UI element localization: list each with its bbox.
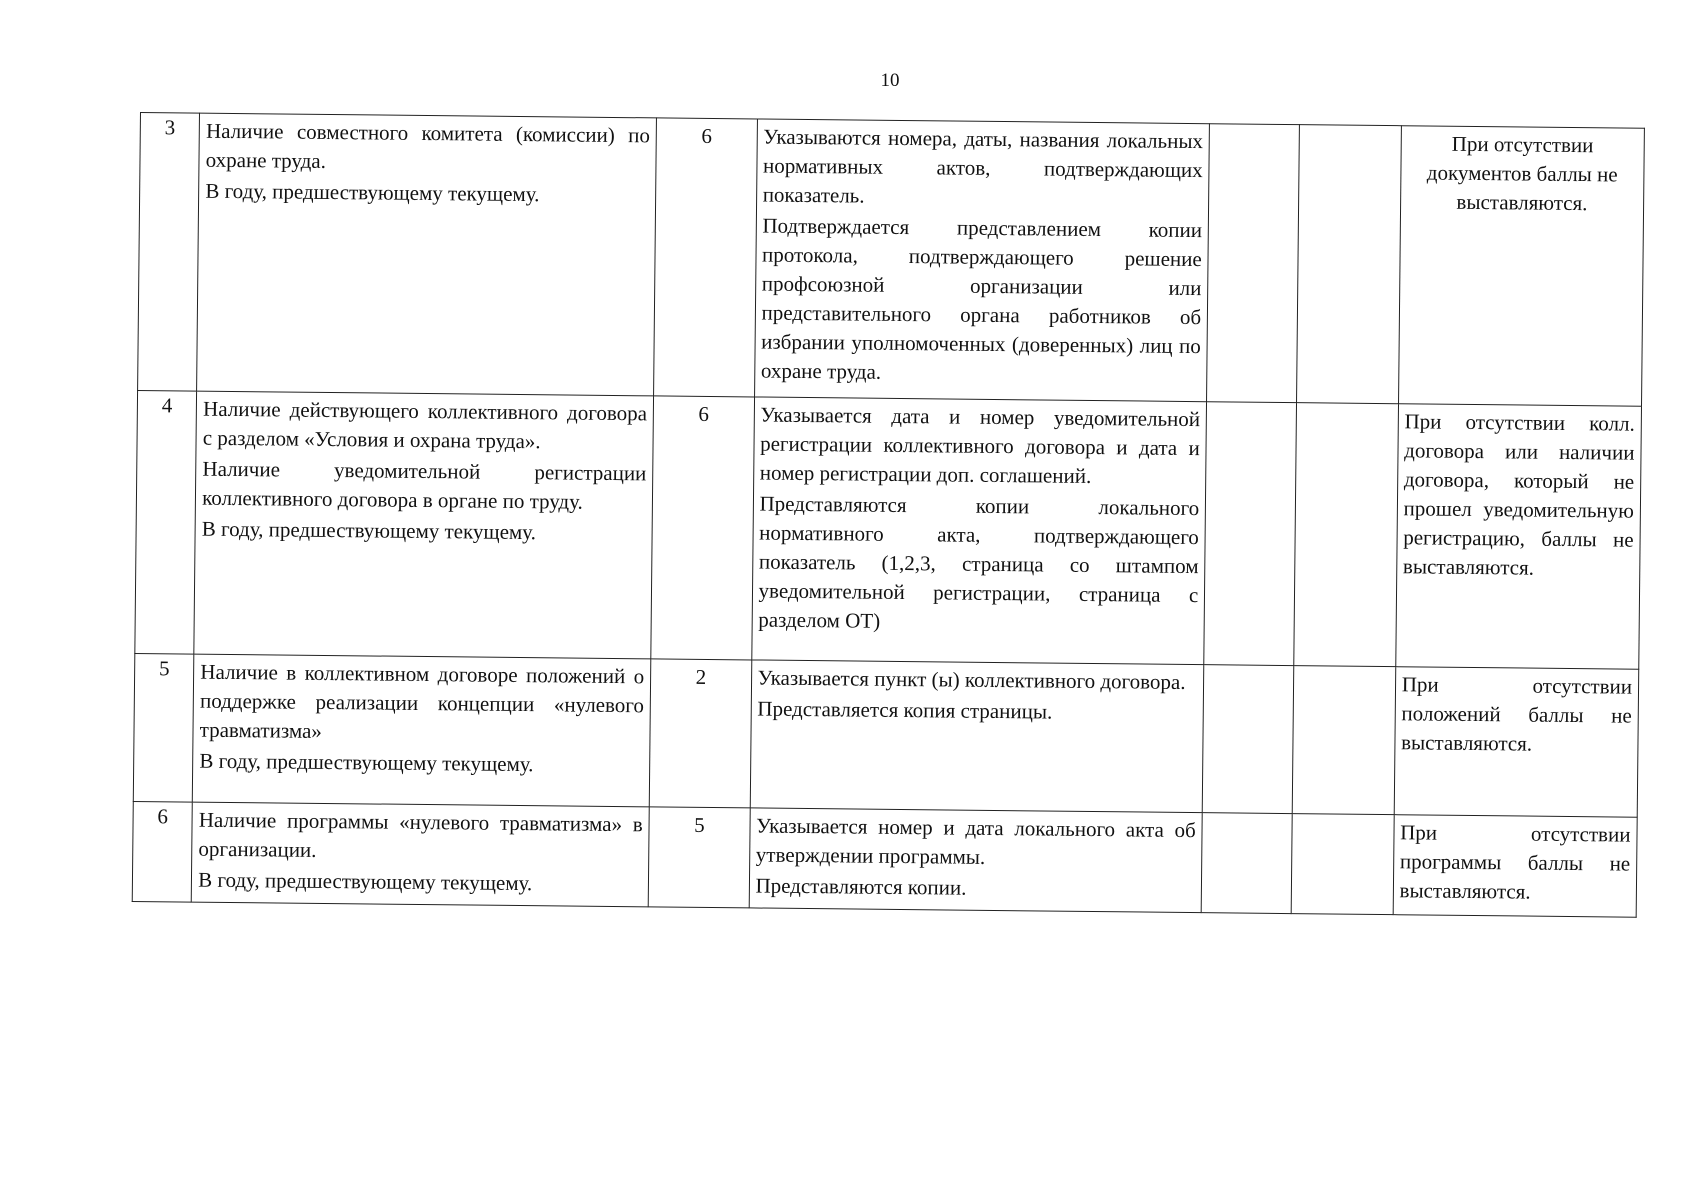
criterion-text: Наличие совместного комитета (комиссии) по охране труда.: [205, 118, 651, 173]
empty-cell: [1202, 665, 1293, 814]
note-cell: При отсутствии программы баллы не выставляются.: [1393, 815, 1637, 918]
row-number: 5: [133, 653, 194, 802]
confirmation-text: Указывается пункт (ы) коллективного договора.: [757, 665, 1186, 694]
table-row: [135, 390, 1642, 669]
score-cell: 6: [651, 396, 754, 660]
row-number: 4: [135, 390, 197, 654]
criterion-cell: [194, 391, 654, 659]
criterion-period: В году, предшествующему текущему.: [199, 748, 534, 777]
empty-cell: [1294, 403, 1398, 667]
criteria-table: [132, 112, 1645, 918]
score-cell: 2: [649, 659, 751, 808]
criterion-period: В году, предшествующему текущему.: [198, 867, 533, 896]
confirmation-cell: [751, 397, 1206, 665]
page-number: 10: [880, 70, 900, 91]
criterion-cell: [192, 654, 650, 807]
confirmation-cell: [750, 660, 1204, 813]
empty-cell: [1207, 124, 1300, 403]
confirmation-text: Указывается номер и дата локального акта об утверждении программы.: [755, 813, 1196, 869]
empty-cell: [1291, 814, 1394, 915]
criterion-period: В году, предшествующему текущему.: [201, 516, 537, 545]
criterion-cell: [197, 113, 657, 396]
criterion-text: Наличие программы «нулевого травматизма» в организации.: [198, 807, 643, 862]
criterion-text: Наличие действующего коллективного договора с разделом «Условия и охрана труда».: [202, 396, 648, 454]
row-number: 6: [132, 801, 192, 902]
score-cell: 5: [648, 807, 750, 908]
criterion-text: Наличие в коллективном договоре положений о поддержке реализации концепции «нулевого травматизма»: [199, 659, 645, 743]
confirmation-text: Указываются номера, даты, названия локальных нормативных актов, подтверждающих показатель.: [762, 124, 1204, 208]
confirmation-cell: [754, 119, 1210, 402]
score-cell: 6: [654, 118, 757, 397]
confirmation-cell: [749, 808, 1203, 913]
row-number: 3: [138, 113, 200, 392]
table-row: [138, 113, 1645, 407]
criterion-cell: [191, 802, 649, 907]
confirmation-text: Подтверждается представлением копии протокола, подтверждающего решение профсоюзной организации или представительного органа работников об избрании уполномоченных (доверенных) лиц по охране труда.: [760, 213, 1203, 384]
confirmation-text: Представляются копии локального нормативного акта, подтверждающего показатель (1,2,3, страница со штампом уведомительной регистрации, страница с разделом ОТ): [758, 491, 1200, 633]
empty-cell: [1292, 666, 1395, 815]
table-row: [132, 801, 1637, 917]
criterion-text: Наличие уведомительной регистрации коллективного договора в органе по труду.: [202, 456, 647, 514]
empty-cell: [1297, 125, 1401, 404]
criterion-period: В году, предшествующему текущему.: [205, 178, 540, 207]
confirmation-text: Представляются копии.: [755, 873, 967, 900]
table-row: [133, 653, 1638, 817]
confirmation-text: Указывается дата и номер уведомительной регистрации коллективного договора и дата и номер регистрации доп. соглашений.: [759, 402, 1201, 488]
note-cell: При отсутствии положений баллы не выставляются.: [1394, 667, 1639, 818]
empty-cell: [1201, 813, 1292, 914]
empty-cell: [1204, 402, 1297, 666]
note-cell: При отсутствии документов баллы не выставляются.: [1398, 126, 1644, 407]
confirmation-text: Представляется копия страницы.: [757, 696, 1053, 724]
note-cell: При отсутствии колл. договора или наличии договора, который не прошел уведомительную регистрацию, баллы не выставляются.: [1395, 404, 1641, 670]
